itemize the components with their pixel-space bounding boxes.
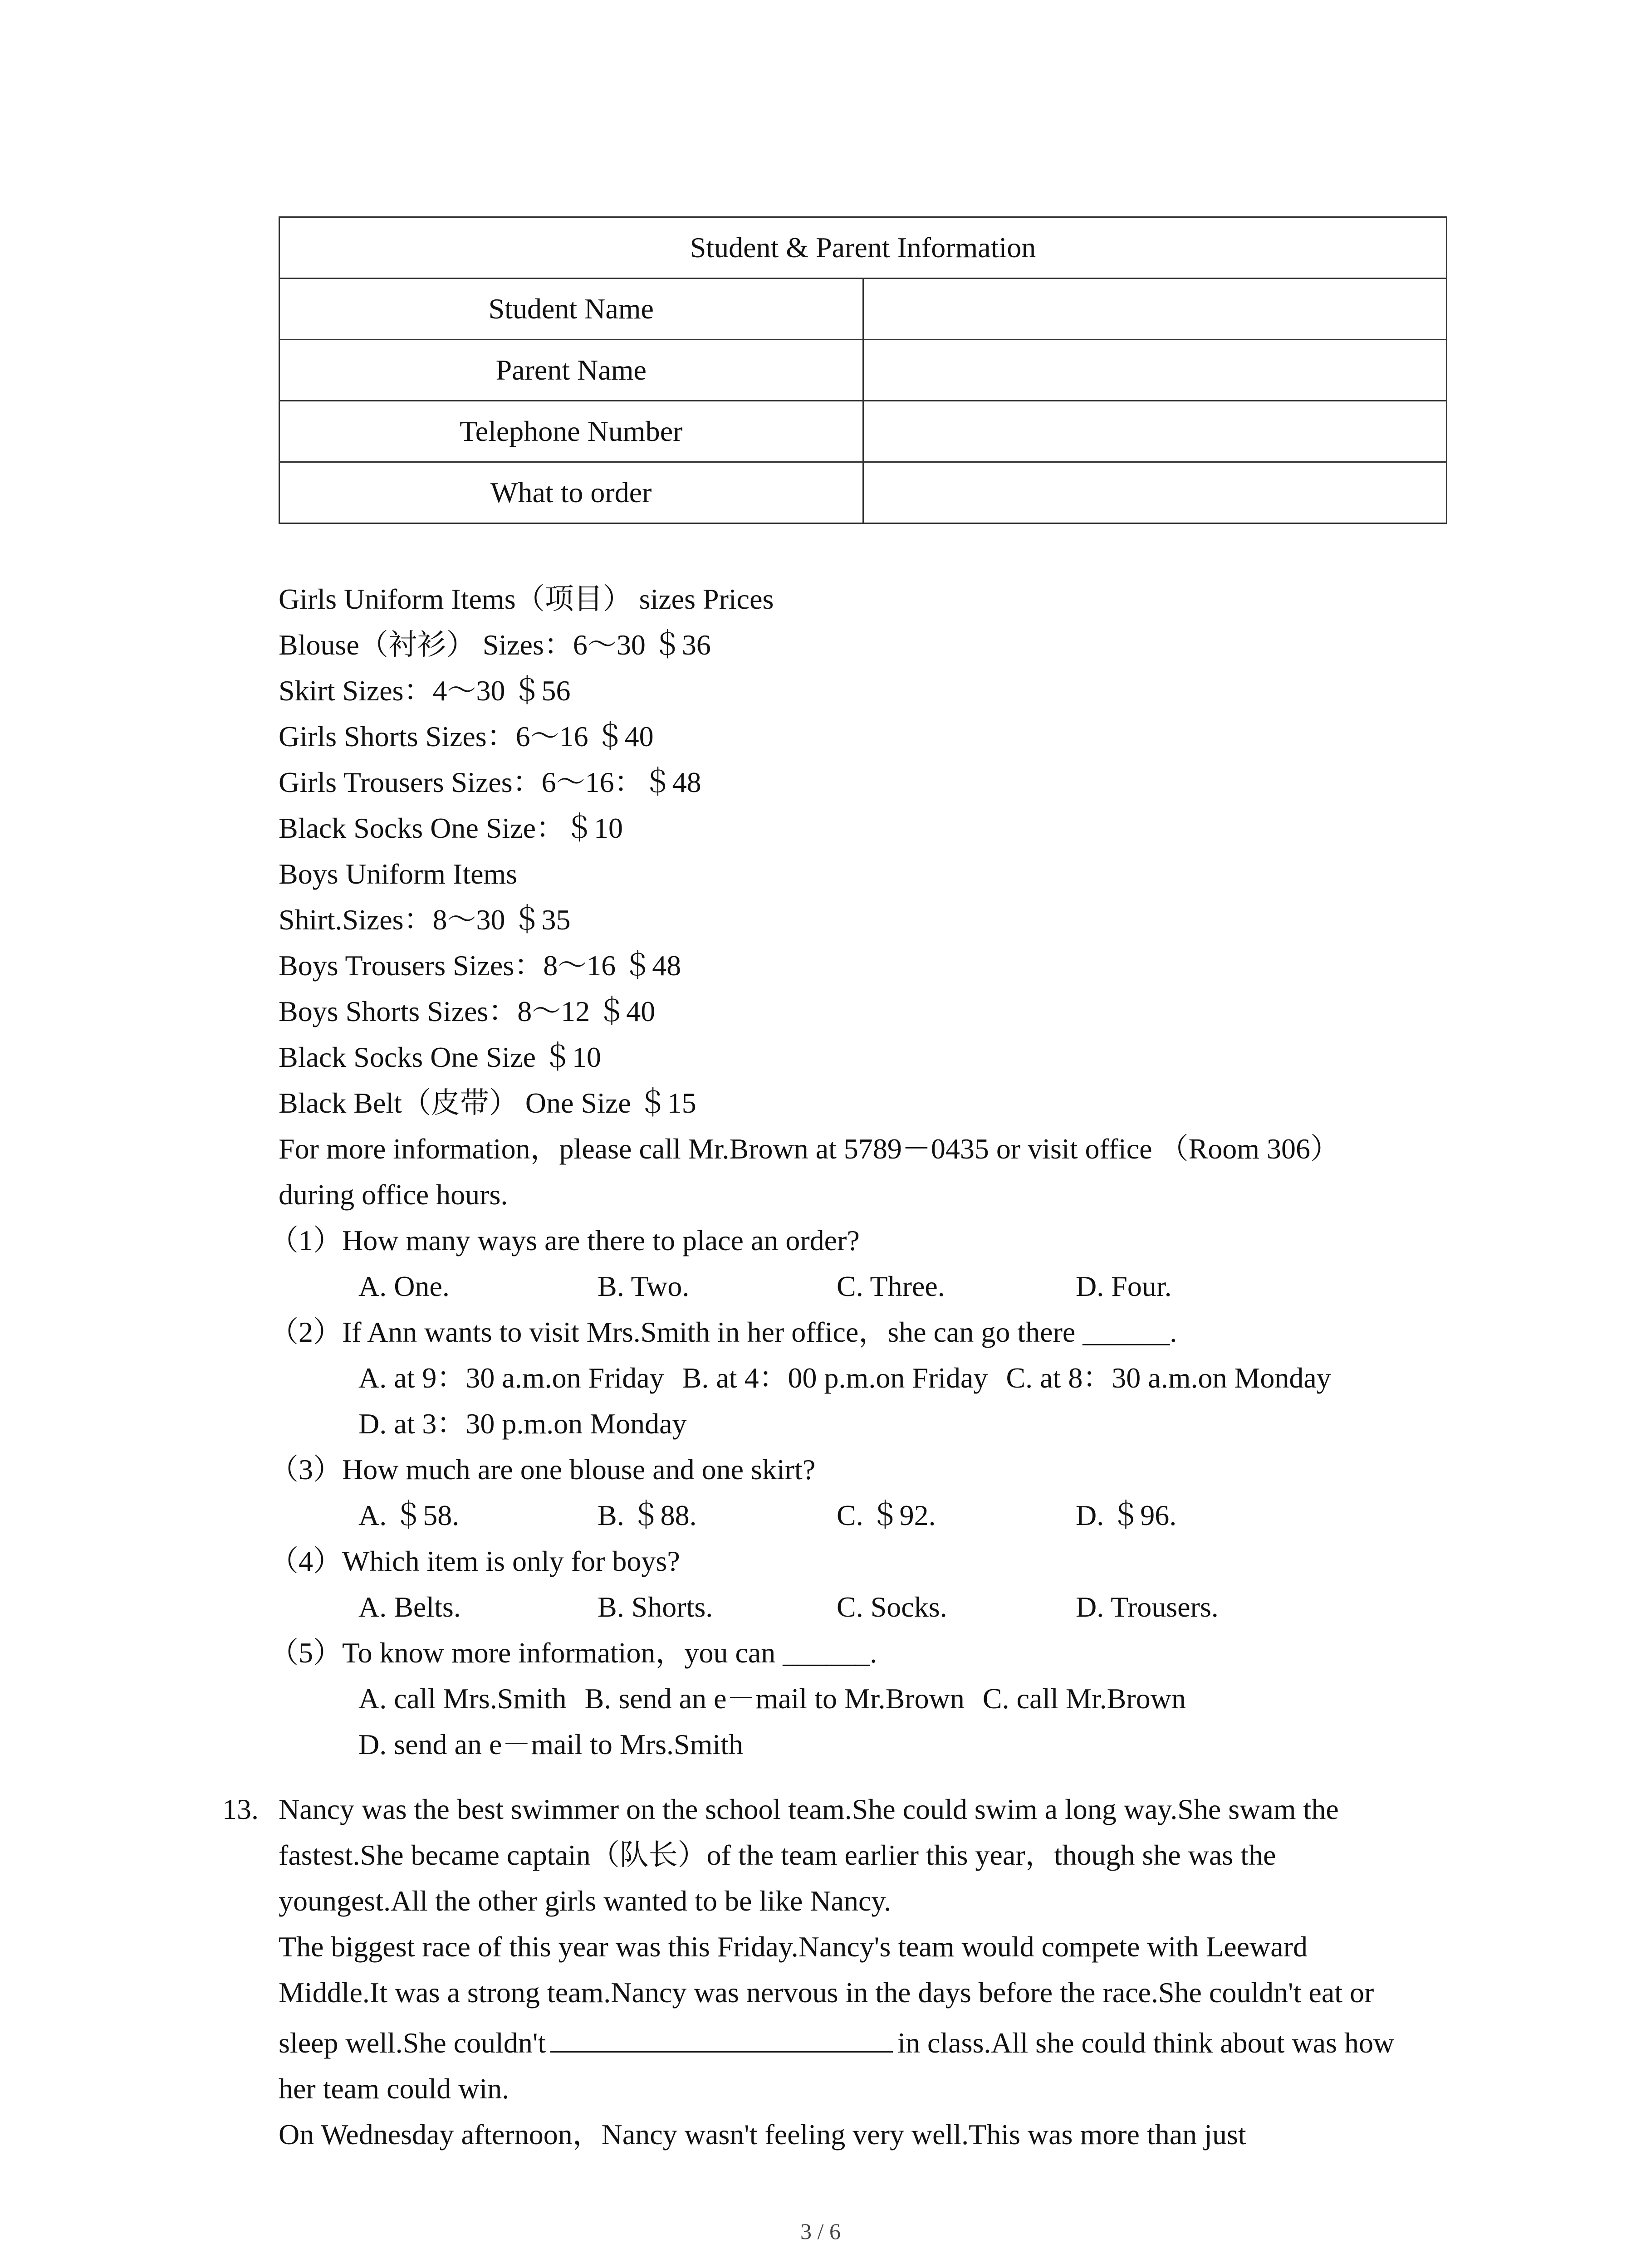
contact-line: during office hours. [279, 1178, 508, 1211]
option-b[interactable]: B. at 4：00 p.m.on Friday [682, 1362, 988, 1394]
table-row [279, 401, 1447, 462]
table-header: Student & Parent Information [279, 217, 1447, 279]
option-b[interactable]: B. Shorts. [598, 1591, 713, 1623]
boys-item-socks: Black Socks One Size ＄10 [279, 1041, 601, 1073]
question-4-stem: （4）Which item is only for boys? [269, 1545, 680, 1577]
student-name-cell [863, 279, 1447, 340]
student-parent-info-table [279, 216, 1447, 524]
question-4-options [279, 1584, 1485, 1630]
question-2-stem: （2）If Ann wants to visit Mrs.Smith in her office，she can go there ______. [269, 1316, 1177, 1348]
question-number: 13. [222, 1793, 259, 1825]
answer-blank[interactable] [550, 2019, 893, 2053]
option-b[interactable]: B. ＄88. [598, 1499, 697, 1531]
row-label-telephone: Telephone Number [279, 401, 863, 462]
question-5-options [279, 1676, 1485, 1721]
option-c[interactable]: C. Socks. [837, 1591, 947, 1623]
passage-line: Middle.It was a strong team.Nancy was nervous in the days before the race.She couldn't eat or [279, 1976, 1374, 2009]
question-2-options-cont [279, 1401, 1485, 1447]
what-to-order-cell [863, 462, 1447, 523]
option-d[interactable]: D. at 3：30 p.m.on Monday [358, 1408, 687, 1440]
blank-after-text: in class.All she could think about was how [897, 2027, 1395, 2059]
option-a[interactable]: A. call Mrs.Smith [358, 1682, 567, 1715]
boys-uniform-header: Boys Uniform Items [279, 858, 518, 890]
passage-line: The biggest race of this year was this Friday.Nancy's team would compete with Leeward [279, 1931, 1308, 1963]
passage-line: youngest.All the other girls wanted to be like Nancy. [279, 1885, 892, 1917]
boys-item-trousers: Boys Trousers Sizes：8～16 ＄48 [279, 949, 681, 982]
option-a[interactable]: A. ＄58. [358, 1499, 460, 1531]
option-c[interactable]: C. ＄92. [837, 1499, 936, 1531]
girls-item-trousers: Girls Trousers Sizes：6～16：＄48 [279, 766, 701, 798]
option-c[interactable]: C. Three. [837, 1270, 945, 1302]
passage-line: Nancy was the best swimmer on the school team.She could swim a long way.She swam the [279, 1793, 1339, 1825]
question-1-stem: （1）How many ways are there to place an order? [269, 1224, 860, 1256]
question-5-options-cont [279, 1721, 1485, 1767]
girls-item-blouse: Blouse（衬衫） Sizes：6～30 ＄36 [279, 629, 711, 661]
girls-uniform-header: Girls Uniform Items（项目） sizes Prices [279, 583, 774, 615]
boys-item-shorts: Boys Shorts Sizes：8～12 ＄40 [279, 995, 656, 1027]
passage-body [279, 1786, 1452, 2157]
table-row [279, 462, 1447, 523]
passage-line: her team could win. [279, 2072, 509, 2105]
question-3-options [279, 1492, 1485, 1538]
girls-item-shorts: Girls Shorts Sizes：6～16 ＄40 [279, 720, 654, 753]
uniform-price-list [269, 576, 1485, 1767]
contact-line: For more information，please call Mr.Brown at 5789－0435 or visit office （Room 306） [279, 1133, 1340, 1165]
page-number: 3 / 6 [800, 2219, 841, 2244]
row-label-student-name: Student Name [279, 279, 863, 340]
option-c[interactable]: C. at 8：30 a.m.on Monday [1006, 1362, 1331, 1394]
question-1-options [279, 1263, 1485, 1309]
option-b[interactable]: B. Two. [598, 1270, 690, 1302]
option-d[interactable]: D. Trousers. [1076, 1591, 1219, 1623]
option-d[interactable]: D. send an e－mail to Mrs.Smith [358, 1728, 743, 1760]
passage-line: fastest.She became captain（队长）of the team earlier this year，though she was the [279, 1839, 1276, 1871]
passage-line-with-blank [279, 2015, 1452, 2066]
boys-item-shirt: Shirt.Sizes：8～30 ＄35 [279, 904, 571, 936]
table-row [279, 340, 1447, 401]
option-c[interactable]: C. call Mr.Brown [982, 1682, 1186, 1715]
table-header-row [279, 217, 1447, 279]
table-row [279, 279, 1447, 340]
telephone-cell [863, 401, 1447, 462]
option-d[interactable]: D. ＄96. [1076, 1499, 1177, 1531]
option-a[interactable]: A. at 9：30 a.m.on Friday [358, 1362, 664, 1394]
question-2-options [279, 1355, 1485, 1401]
row-label-parent-name: Parent Name [279, 340, 863, 401]
option-d[interactable]: D. Four. [1076, 1270, 1172, 1302]
girls-item-socks: Black Socks One Size：＄10 [279, 812, 623, 844]
question-5-stem: （5）To know more information，you can ______. [269, 1637, 877, 1669]
option-b[interactable]: B. send an e－mail to Mr.Brown [584, 1682, 965, 1715]
passage-line: On Wednesday afternoon，Nancy wasn't feeling very well.This was more than just [279, 2118, 1246, 2151]
question-3-stem: （3）How much are one blouse and one skirt? [269, 1453, 816, 1486]
blank-before-text: sleep well.She couldn't [279, 2027, 546, 2059]
girls-item-skirt: Skirt Sizes：4～30 ＄56 [279, 675, 571, 707]
option-a[interactable]: A. One. [358, 1270, 450, 1302]
row-label-what-to-order: What to order [279, 462, 863, 523]
reading-passage-13 [222, 1786, 1452, 2157]
boys-item-belt: Black Belt（皮带） One Size ＄15 [279, 1087, 696, 1119]
option-a[interactable]: A. Belts. [358, 1591, 461, 1623]
parent-name-cell [863, 340, 1447, 401]
